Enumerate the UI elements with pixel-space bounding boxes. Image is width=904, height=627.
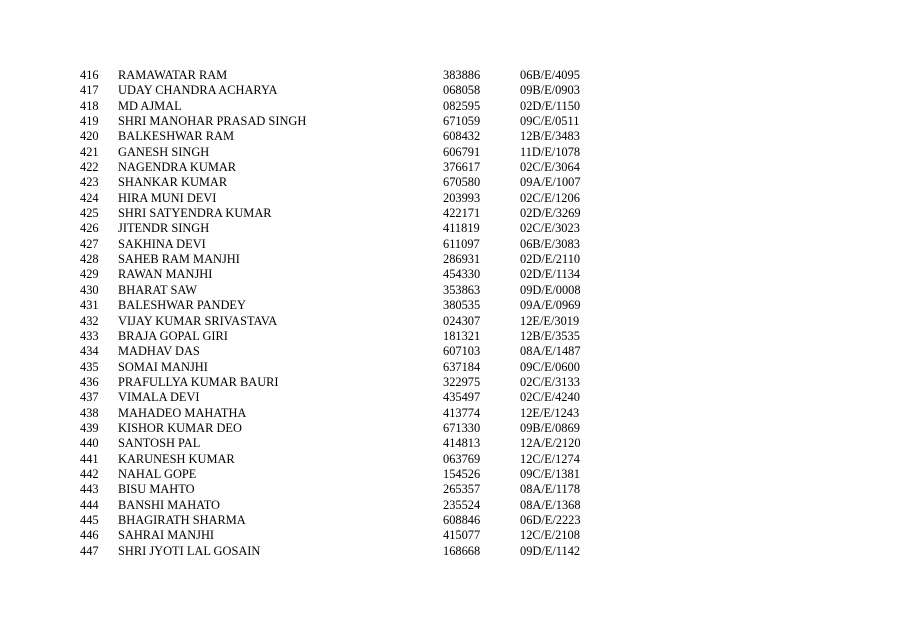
list-item [0,498,904,513]
list-item [0,206,904,221]
serial-number: 426 [80,221,99,236]
serial-number: 423 [80,175,99,190]
record-number: 380535 [443,298,481,313]
record-number: 637184 [443,359,481,374]
serial-number: 443 [80,482,99,497]
serial-number: 435 [80,359,99,374]
list-item [0,298,904,313]
list-item [0,267,904,282]
person-name: BALKESHWAR RAM [118,129,234,144]
record-number: 203993 [443,190,481,205]
person-name: NAHAL GOPE [118,466,197,481]
list-item [0,114,904,129]
person-name: RAMAWATAR RAM [118,68,228,82]
record-number: 235524 [443,497,481,512]
record-code: 02C/E/3023 [520,221,580,236]
list-item [0,390,904,405]
record-number: 671330 [443,420,481,435]
record-code: 08A/E/1178 [520,482,581,497]
person-name: SANTOSH PAL [118,436,201,451]
serial-number: 447 [80,543,99,558]
serial-number: 444 [80,497,99,512]
person-name: SHRI JYOTI LAL GOSAIN [118,543,261,558]
person-name: BHARAT SAW [118,282,197,297]
serial-number: 421 [80,144,99,159]
list-item [0,467,904,482]
serial-number: 438 [80,405,99,420]
record-code: 02D/E/2110 [520,252,581,267]
list-item [0,544,904,559]
person-name: JITENDR SINGH [118,221,210,236]
serial-number: 425 [80,206,99,221]
record-code: 12E/E/1243 [520,405,580,420]
record-number: 435497 [443,390,481,405]
record-number: 286931 [443,252,481,267]
record-code: 02C/E/1206 [520,190,580,205]
serial-number: 442 [80,466,99,481]
record-code: 02C/E/3133 [520,374,580,389]
record-code: 08A/E/1487 [520,344,581,359]
record-number: 415077 [443,528,481,543]
list-item [0,237,904,252]
record-code: 09C/E/0600 [520,359,580,374]
serial-number: 428 [80,252,99,267]
record-number: 671059 [443,114,481,129]
serial-number: 419 [80,114,99,129]
person-name: VIMALA DEVI [118,390,200,405]
record-code: 12C/E/1274 [520,451,580,466]
serial-number: 441 [80,451,99,466]
record-code: 09C/E/0511 [520,114,580,129]
list-item [0,421,904,436]
person-name: SHRI MANOHAR PRASAD SINGH [118,114,307,129]
serial-number: 445 [80,512,99,527]
list-item [0,314,904,329]
record-code: 11D/E/1078 [520,144,581,159]
person-name: MAHADEO MAHATHA [118,405,247,420]
record-number: 422171 [443,206,481,221]
person-name: BRAJA GOPAL GIRI [118,328,228,343]
person-name: SHRI SATYENDRA KUMAR [118,206,272,221]
record-number: 454330 [443,267,481,282]
record-code: 02D/E/1150 [520,98,581,113]
list-item [0,160,904,175]
person-name: RAWAN MANJHI [118,267,213,282]
record-number: 265357 [443,482,481,497]
serial-number: 420 [80,129,99,144]
record-code: 12E/E/3019 [520,313,580,328]
serial-number: 446 [80,528,99,543]
list-item [0,375,904,390]
person-name: NAGENDRA KUMAR [118,160,237,175]
list-item [0,145,904,160]
record-code: 02D/E/1134 [520,267,581,282]
record-code: 12B/E/3483 [520,129,580,144]
record-number: 068058 [443,83,481,98]
list-item [0,406,904,421]
person-name: VIJAY KUMAR SRIVASTAVA [118,313,278,328]
person-name: MD AJMAL [118,98,182,113]
serial-number: 433 [80,328,99,343]
record-code: 12A/E/2120 [520,436,581,451]
record-code: 12C/E/2108 [520,528,580,543]
list-item [0,221,904,236]
record-number: 608846 [443,512,481,527]
list-item [0,83,904,98]
record-number: 322975 [443,374,481,389]
list-item [0,129,904,144]
record-code: 08A/E/1368 [520,497,581,512]
record-number: 413774 [443,405,481,420]
record-number: 608432 [443,129,481,144]
person-name: MADHAV DAS [118,344,200,359]
person-name: SAHRAI MANJHI [118,528,215,543]
person-name: SAKHINA DEVI [118,236,206,251]
list-item [0,528,904,543]
record-number: 353863 [443,282,481,297]
serial-number: 434 [80,344,99,359]
record-code: 12B/E/3535 [520,328,580,343]
list-item [0,360,904,375]
person-name: GANESH SINGH [118,144,210,159]
serial-number: 418 [80,98,99,113]
record-list [0,68,904,559]
record-code: 09A/E/0969 [520,298,581,313]
record-code: 06B/E/4095 [520,68,580,82]
record-number: 376617 [443,160,481,175]
record-number: 611097 [443,236,480,251]
list-item [0,452,904,467]
person-name: UDAY CHANDRA ACHARYA [118,83,278,98]
record-code: 02C/E/4240 [520,390,580,405]
person-name: SHANKAR KUMAR [118,175,228,190]
list-item [0,344,904,359]
record-number: 063769 [443,451,481,466]
record-number: 606791 [443,144,481,159]
serial-number: 427 [80,236,99,251]
serial-number: 422 [80,160,99,175]
person-name: SOMAI MANJHI [118,359,208,374]
record-number: 414813 [443,436,481,451]
person-name: BANSHI MAHATO [118,497,221,512]
record-number: 411819 [443,221,480,236]
serial-number: 432 [80,313,99,328]
person-name: SAHEB RAM MANJHI [118,252,240,267]
person-name: BISU MAHTO [118,482,195,497]
list-item [0,513,904,528]
serial-number: 437 [80,390,99,405]
record-number: 383886 [443,68,481,82]
serial-number: 424 [80,190,99,205]
serial-number: 436 [80,374,99,389]
person-name: BHAGIRATH SHARMA [118,512,246,527]
record-code: 09C/E/1381 [520,466,580,481]
record-number: 082595 [443,98,481,113]
list-item [0,329,904,344]
record-code: 09D/E/1142 [520,543,581,558]
serial-number: 429 [80,267,99,282]
record-number: 670580 [443,175,481,190]
record-number: 181321 [443,328,481,343]
serial-number: 417 [80,83,99,98]
list-item [0,283,904,298]
record-number: 154526 [443,466,481,481]
person-name: KARUNESH KUMAR [118,451,235,466]
list-item [0,482,904,497]
person-name: KISHOR KUMAR DEO [118,420,242,435]
record-code: 02C/E/3064 [520,160,580,175]
serial-number: 430 [80,282,99,297]
record-code: 02D/E/3269 [520,206,581,221]
serial-number: 439 [80,420,99,435]
list-item [0,191,904,206]
list-item [0,99,904,114]
record-number: 024307 [443,313,481,328]
record-code: 06B/E/3083 [520,236,580,251]
serial-number: 440 [80,436,99,451]
list-item [0,68,904,83]
serial-number: 431 [80,298,99,313]
record-number: 168668 [443,543,481,558]
person-name: HIRA MUNI DEVI [118,190,217,205]
record-code: 09B/E/0903 [520,83,580,98]
record-code: 06D/E/2223 [520,512,581,527]
list-item [0,252,904,267]
record-code: 09D/E/0008 [520,282,581,297]
record-number: 607103 [443,344,481,359]
list-item [0,436,904,451]
serial-number: 416 [80,68,99,82]
record-code: 09B/E/0869 [520,420,580,435]
person-name: PRAFULLYA KUMAR BAURI [118,374,279,389]
person-name: BALESHWAR PANDEY [118,298,246,313]
record-code: 09A/E/1007 [520,175,581,190]
list-item [0,175,904,190]
